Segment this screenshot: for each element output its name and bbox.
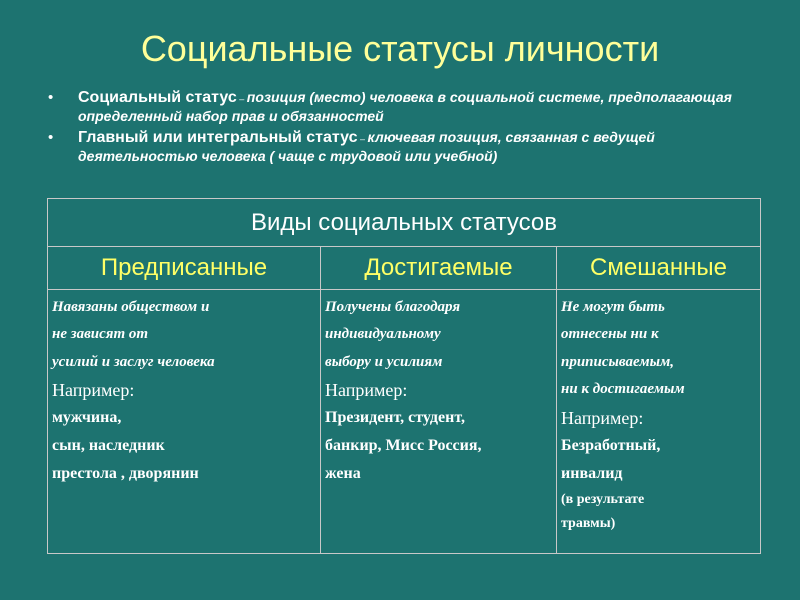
example-label: Например: [52,380,135,401]
bullet-dot-icon: • [48,129,54,146]
example-line: сын, наследник [52,437,165,455]
note-line: (в результате [561,491,645,507]
description-line: приписываемым, [561,353,675,370]
note-line: травмы) [561,515,616,531]
example-line: Безработный, [561,436,661,454]
description-line: не зависят от [52,326,149,343]
example-line: инвалид [561,464,623,482]
description-line: Навязаны обществом и [52,299,210,315]
description-line: ни к достигаемым [561,381,685,398]
bullet-term: Социальный статус [78,89,237,106]
bullet-definition: позиция (место) человека в социальной системе, предполагающая определенный набор прав и обязанностей [78,89,732,124]
bullet-dash: – [236,94,247,104]
description-line: усилий и заслуг человека [52,353,215,370]
column-body-mixed [557,290,760,553]
bullet-definition: ключевая позиция, связанная с ведущей деятельностью человека ( чаще с трудовой или учебной) [78,129,655,164]
bullet-text [78,129,748,165]
table-header: Виды социальных статусов [48,199,760,247]
description-line: отнесены ни к [561,326,659,343]
column-body-achieved [321,290,556,553]
bullet-dash: – [357,134,368,144]
column-header-ascribed: Предписанные [48,246,320,290]
bullet-item [48,89,748,125]
bullet-list [48,89,748,169]
description-line: Не могут быть [561,299,665,315]
bullet-item [48,129,748,165]
bullet-text [78,89,748,125]
bullet-dot-icon: • [48,89,54,106]
example-line: банкир, Мисс Россия, [325,437,482,455]
description-line: Получены благодаря [325,299,461,315]
example-line: мужчина, [52,409,122,427]
status-types-table [47,198,761,554]
column-header-achieved: Достигаемые [321,246,556,290]
description-line: индивидуальному [325,326,441,343]
example-line: жена [325,465,361,483]
example-label: Например: [325,380,408,401]
bullet-term: Главный или интегральный статус [78,129,358,146]
description-line: выбору и усилиям [325,353,443,370]
example-line: Президент, студент, [325,409,465,427]
column-body-ascribed [48,290,320,553]
slide-title: Социальные статусы личности [140,28,660,69]
column-header-mixed: Смешанные [557,246,760,290]
example-label: Например: [561,407,644,428]
example-line: престола , дворянин [52,465,199,483]
